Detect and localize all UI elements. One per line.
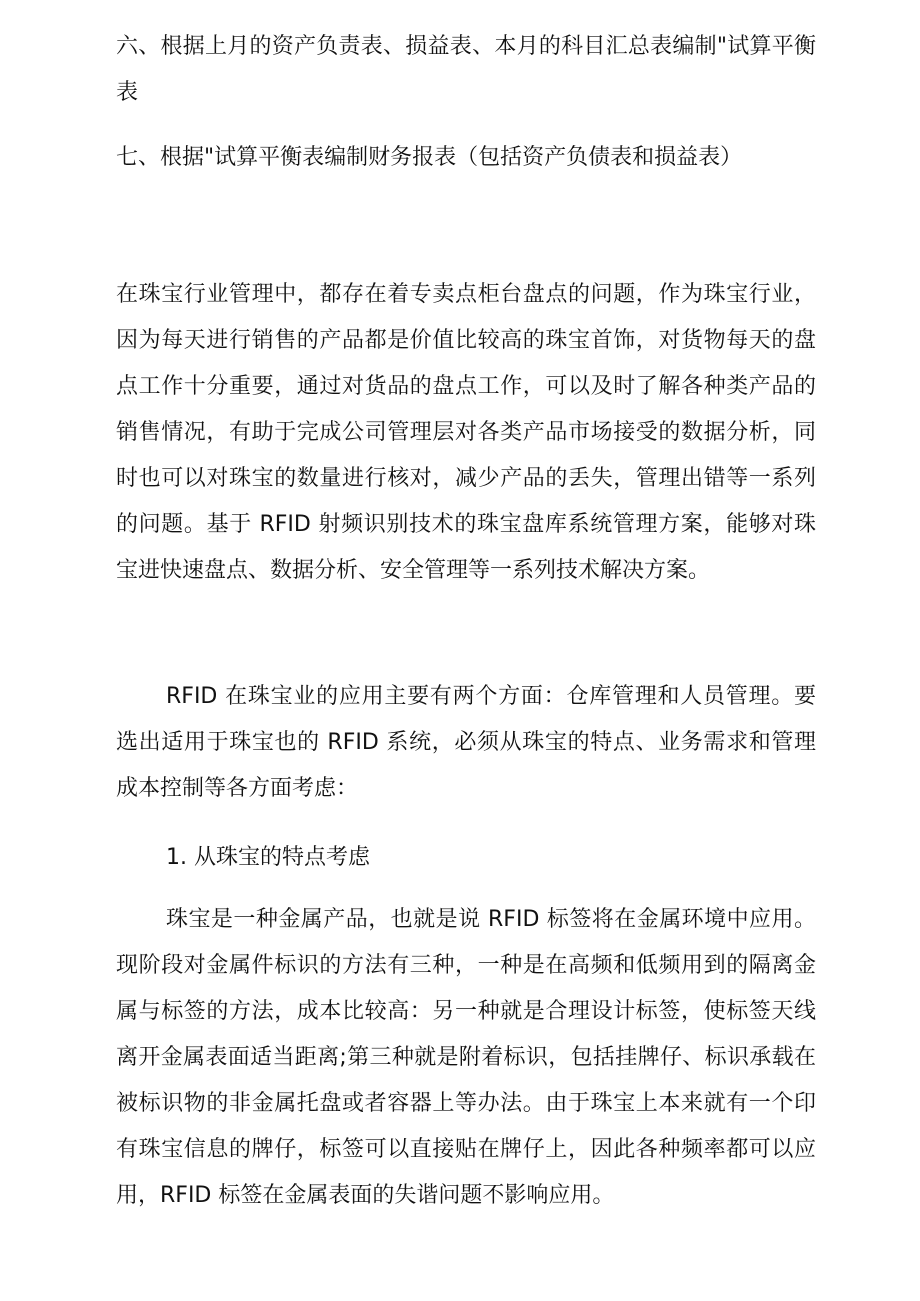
step-six-text: 六、根据上月的资产负责表、损益表、本月的科目汇总表编制"试算平衡表 (116, 34, 816, 105)
section-heading-jewelry-features: 1. 从珠宝的特点考虑 (166, 845, 370, 870)
rfid-application-paragraph: RFID 在珠宝业的应用主要有两个方面：仓库管理和人员管理。要选出适用于珠宝也的 RFID 系统，必须从珠宝的特点、业务需求和管理成本控制等各方面考虑： (116, 684, 816, 801)
metal-environment-paragraph: 珠宝是一种金属产品，也就是说 RFID 标签将在金属环境中应用。现阶段对金属件标识的方法有三种，一种是在高频和低频用到的隔离金属与标签的方法，成本比较高：另一种就是合理设计标签，使标签天线离开金属表面适当距离;第三种就是附着标识，包括挂牌仔、标识承载在被标识物的非金属托盘或者容器上等办法。由于珠宝上本来就有一个印有珠宝信息的牌仔，标签可以直接贴在牌仔上，因此各种频率都可以应用，RFID 标签在金属表面的失谐问题不影响应用。 (116, 907, 816, 1208)
intro-paragraph: 在珠宝行业管理中，都存在着专卖点柜台盘点的问题，作为珠宝行业，因为每天进行销售的产品都是价值比较高的珠宝首饰，对货物每天的盘点工作十分重要，通过对货品的盘点工作，可以及时了解各种类产品的销售情况，有助于完成公司管理层对各类产品市场接受的数据分析，同时也可以对珠宝的数量进行核对，减少产品的丢失，管理出错等一系列的问题。基于 RFID 射频识别技术的珠宝盘库系统管理方案，能够对珠宝进快速盘点、数据分析、安全管理等一系列技术解决方案。 (116, 282, 816, 583)
step-seven-text: 七、根据"试算平衡表编制财务报表（包括资产负债表和损益表） (116, 145, 743, 170)
